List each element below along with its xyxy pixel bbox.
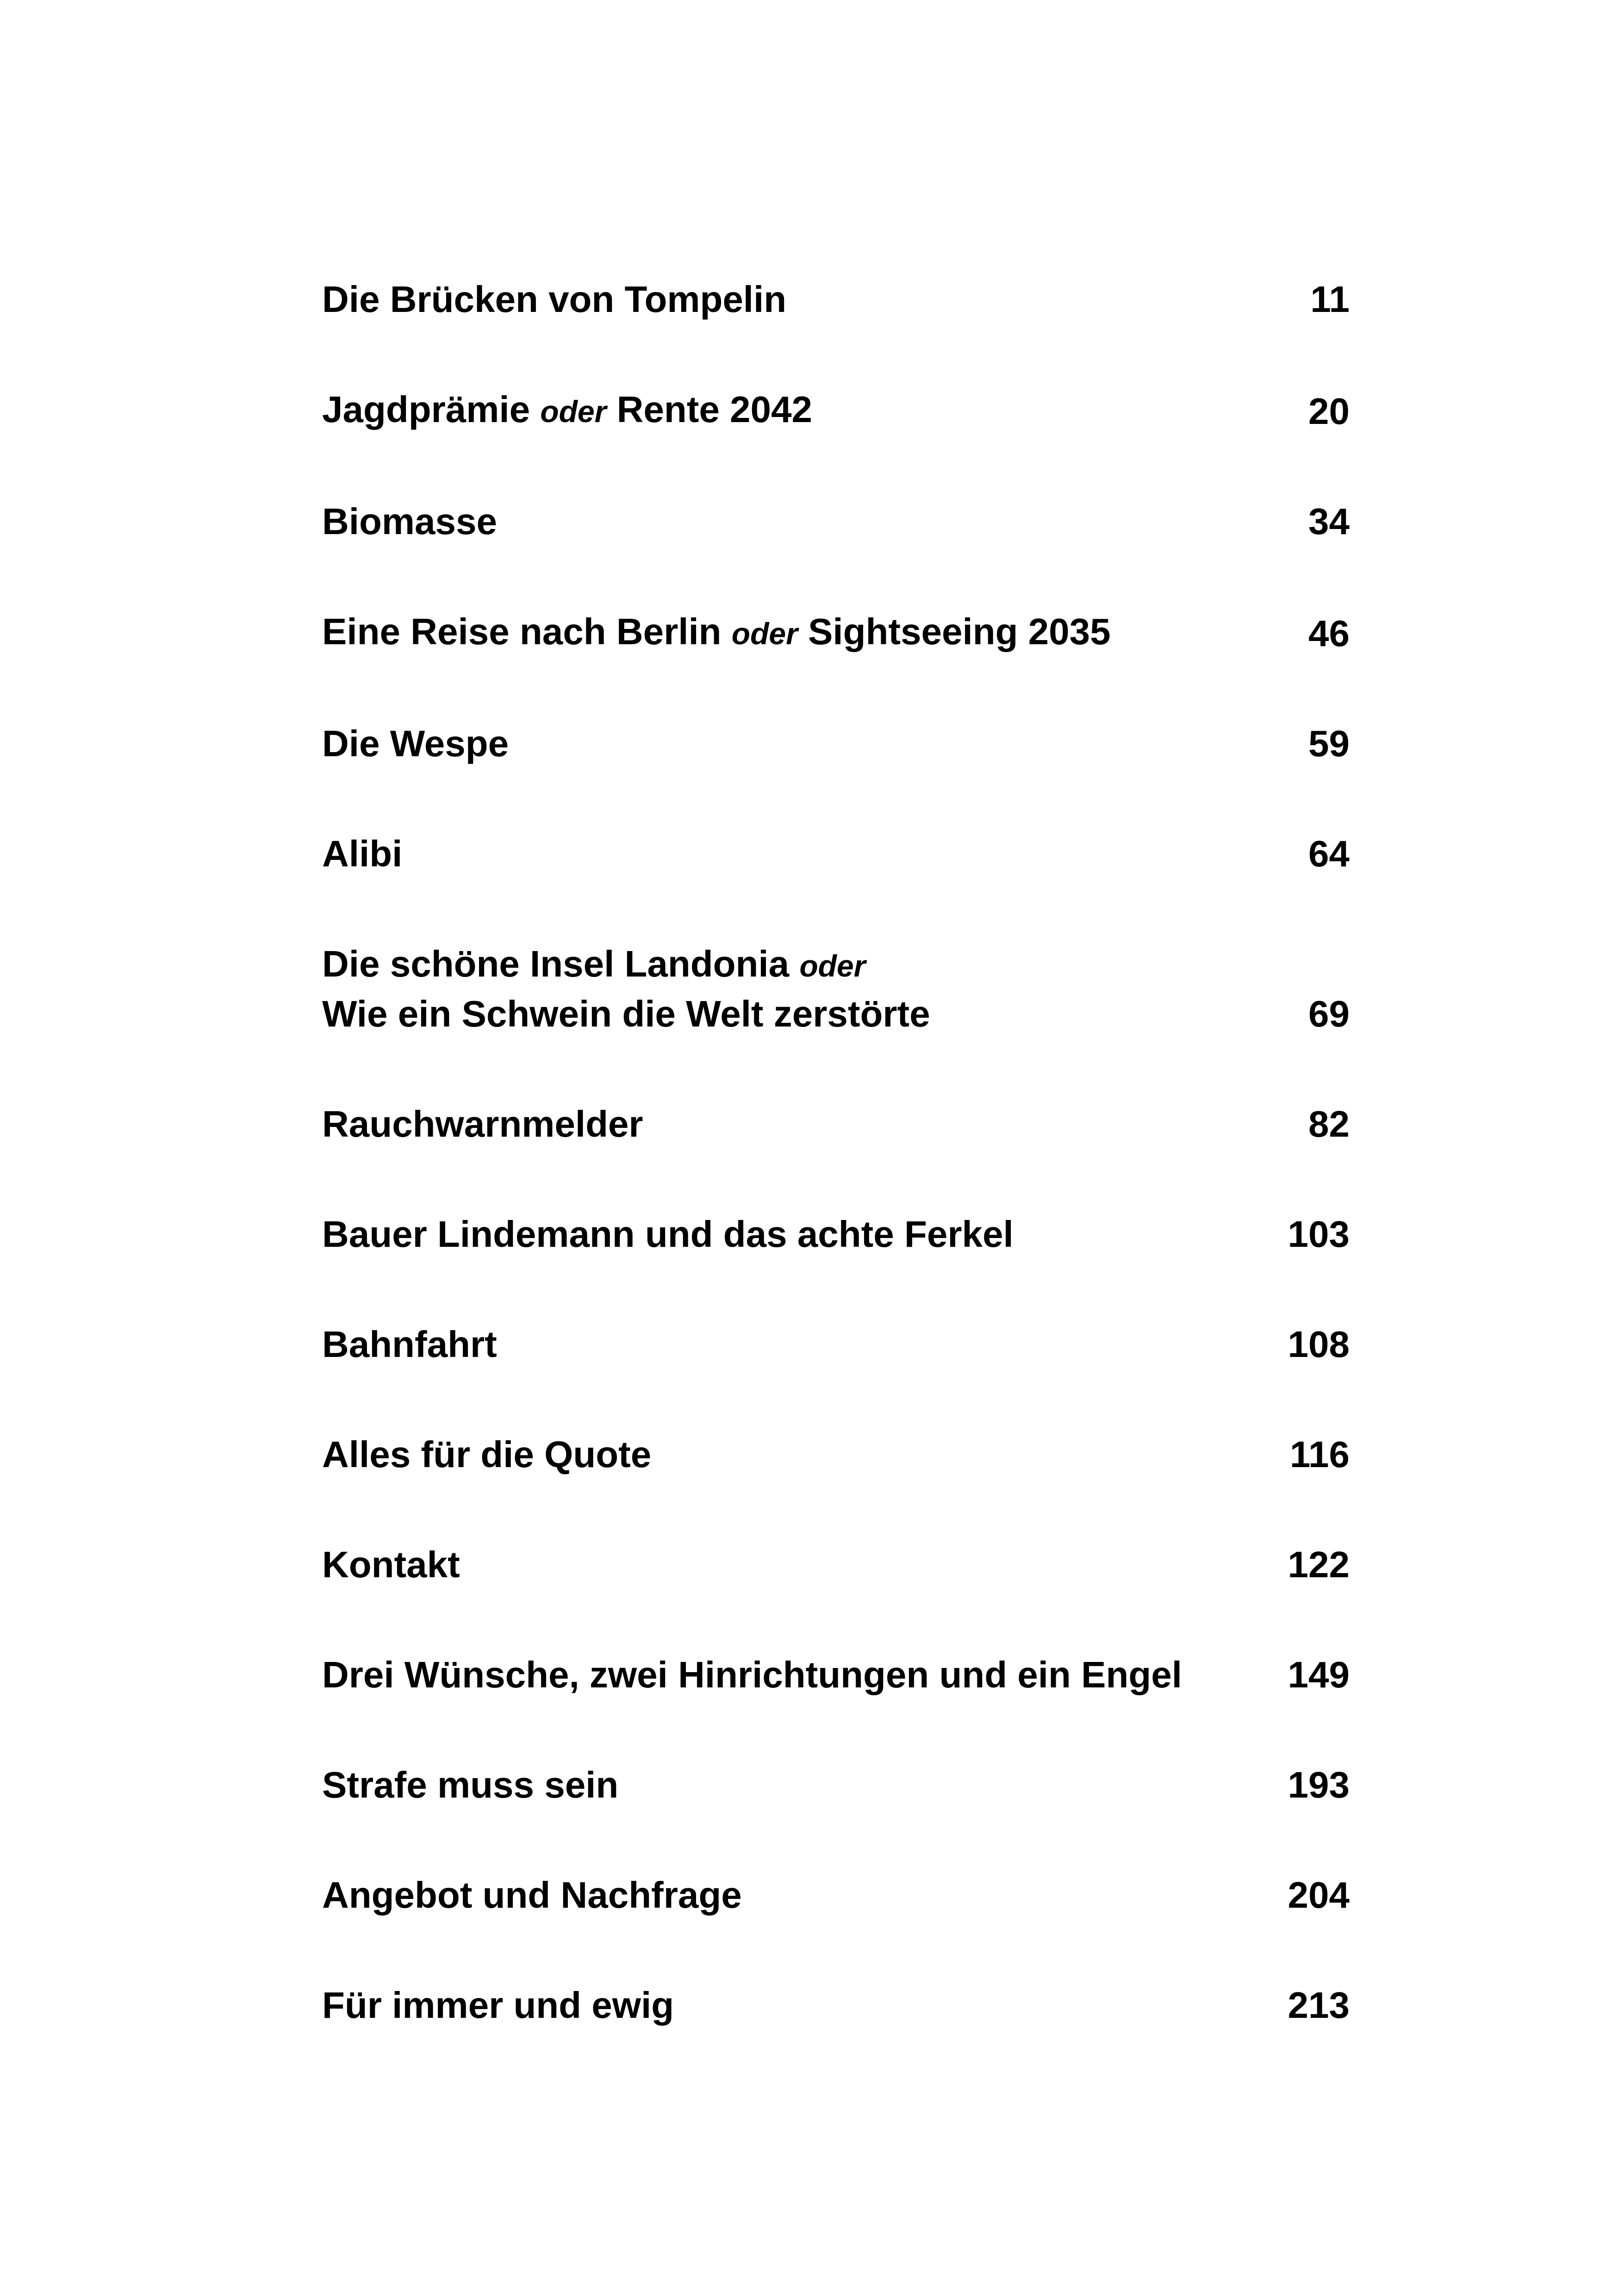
toc-entry-page: 108 — [1288, 1324, 1350, 1365]
toc-entry-page: 116 — [1289, 1434, 1350, 1475]
toc-entry-title: Biomasse — [322, 501, 497, 542]
toc-entry — [322, 1320, 1350, 1369]
toc-entry-page: 69 — [1308, 993, 1350, 1034]
toc-entry-page: 82 — [1308, 1103, 1350, 1145]
toc-entry-connector: oder — [731, 616, 798, 651]
toc-entry-title: Alibi — [322, 833, 403, 874]
toc-entry-title-part: Eine Reise nach Berlin — [322, 611, 722, 652]
toc-entry-title-part: Jagdprämie — [322, 389, 530, 430]
toc-entry-title — [322, 940, 930, 1038]
toc-entry-title: Alles für die Quote — [322, 1434, 652, 1475]
toc-entry — [322, 940, 1350, 1038]
toc-entry-page: 213 — [1288, 1985, 1350, 2026]
toc-entry — [322, 1871, 1350, 1919]
toc-entry — [322, 498, 1350, 546]
toc-entry-title-part: Rente 2042 — [616, 389, 813, 430]
toc-entry — [322, 1431, 1350, 1479]
toc-entry-title: Strafe muss sein — [322, 1764, 619, 1805]
toc-entry-connector: oder — [540, 394, 607, 429]
toc-entry — [322, 1981, 1350, 2029]
toc-entry-title — [322, 386, 812, 436]
toc-entry-title: Die Wespe — [322, 723, 509, 764]
toc-entry-page: 193 — [1288, 1764, 1350, 1805]
table-of-contents — [322, 275, 1350, 2091]
toc-entry-page: 34 — [1308, 501, 1350, 542]
toc-entry-page: 11 — [1310, 279, 1350, 320]
toc-entry-page: 46 — [1308, 613, 1350, 654]
toc-entry-title — [322, 608, 1111, 658]
toc-entry — [322, 275, 1350, 324]
toc-entry-connector: oder — [799, 949, 866, 983]
toc-entry — [322, 1761, 1350, 1809]
toc-entry-page: 149 — [1288, 1654, 1350, 1695]
toc-entry — [322, 608, 1350, 658]
toc-entry-page: 204 — [1288, 1874, 1350, 1916]
toc-entry — [322, 1541, 1350, 1589]
toc-entry-title: Angebot und Nachfrage — [322, 1874, 742, 1916]
toc-entry — [322, 1210, 1350, 1258]
toc-entry-title: Die Brücken von Tompelin — [322, 279, 787, 320]
toc-entry — [322, 386, 1350, 436]
toc-entry-title-line: Wie ein Schwein die Welt zerstörte — [322, 993, 930, 1034]
toc-entry-title: Kontakt — [322, 1544, 460, 1585]
toc-entry-title: Bahnfahrt — [322, 1324, 497, 1365]
toc-entry-page: 20 — [1308, 391, 1350, 432]
toc-entry-title-part: Sightseeing 2035 — [808, 611, 1111, 652]
toc-entry-page: 64 — [1308, 833, 1350, 874]
toc-entry-title-part: Die schöne Insel Landonia — [322, 943, 790, 984]
toc-entry-title: Für immer und ewig — [322, 1985, 674, 2026]
toc-entry — [322, 1651, 1350, 1699]
toc-entry — [322, 720, 1350, 768]
toc-entry — [322, 830, 1350, 878]
toc-entry — [322, 1100, 1350, 1148]
toc-entry-page: 122 — [1288, 1544, 1350, 1585]
toc-entry-title: Bauer Lindemann und das achte Ferkel — [322, 1213, 1014, 1255]
toc-entry-page: 103 — [1288, 1213, 1350, 1255]
toc-entry-title: Drei Wünsche, zwei Hinrichtungen und ein Engel — [322, 1654, 1182, 1695]
toc-entry-page: 59 — [1308, 723, 1350, 764]
toc-entry-title-line — [322, 940, 930, 990]
toc-entry-title: Rauchwarnmelder — [322, 1103, 643, 1145]
